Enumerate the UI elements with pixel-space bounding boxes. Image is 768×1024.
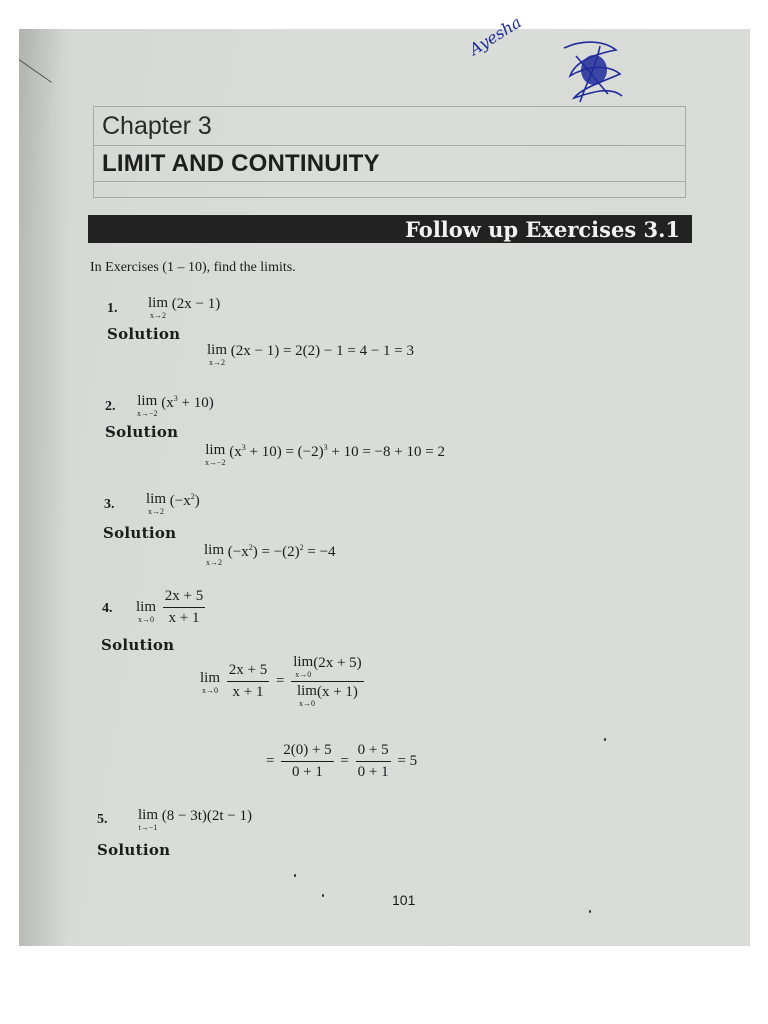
exercise-1-problem: lim x→2 (2x − 1) <box>148 295 221 320</box>
chapter-title: LIMIT AND CONTINUITY <box>102 150 380 177</box>
section-title: Follow up Exercises 3.1 <box>405 217 680 242</box>
exercise-2-problem: lim x→−2 $(x^3 + 10)$ <box>137 393 214 418</box>
chapter-header-box <box>93 106 686 198</box>
exercise-4-solution: lim x→0 $\frac{2x + 5}{x + 1}$ = lim x→0 (2x + 5) lim x→0 (x + 1) <box>200 654 362 708</box>
page-speck <box>322 894 324 897</box>
solution-label: Solution <box>103 524 177 542</box>
exercise-number: 4. <box>102 601 113 616</box>
page-speck <box>604 738 606 741</box>
solution-label: Solution <box>97 841 171 859</box>
exercise-number: 5. <box>97 812 108 827</box>
solution-label: Solution <box>105 423 179 441</box>
page-speck <box>589 910 591 913</box>
exercise-4-problem: lim x→0 $\frac{2x + 5}{x + 1}$ <box>136 588 204 626</box>
exercise-5-problem: lim t→−1 (8 − 3t)(2t − 1) <box>138 807 252 832</box>
exercise-number: 3. <box>104 497 115 512</box>
exercise-number: 1. <box>107 301 118 316</box>
exercise-intro: In Exercises (1 – 10), find the limits. <box>90 260 296 275</box>
handwritten-name: Ayesha <box>465 12 525 59</box>
exercise-2-solution: lim x→−2 $(x^3 + 10) = (-2)^3 + 10 = -8 + 10 = 2$ <box>205 442 445 467</box>
page-speck <box>294 874 296 877</box>
exercise-4-solution-step2: = $\frac{2(0) + 5}{0 + 1}$ = $\frac{0 + 5}{0 + 1}$ = 5 <box>266 742 418 780</box>
page-number: 101 <box>392 892 416 908</box>
chapter-label: Chapter 3 <box>102 112 212 140</box>
page-fold-line <box>19 59 52 83</box>
solution-label: Solution <box>107 325 181 343</box>
solution-label: Solution <box>101 636 175 654</box>
exercise-1-solution: lim x→2 (2x − 1) = 2(2) − 1 = 4 − 1 = 3 <box>207 342 415 367</box>
exercise-3-problem: lim x→2 $(-x^2)$ <box>146 491 200 516</box>
section-banner <box>88 215 692 243</box>
exercise-number: 2. <box>105 399 116 414</box>
exercise-3-solution: lim x→2 $(-x^2) = -(2)^2 = -4$ <box>204 542 336 567</box>
ink-scribble <box>556 36 628 106</box>
